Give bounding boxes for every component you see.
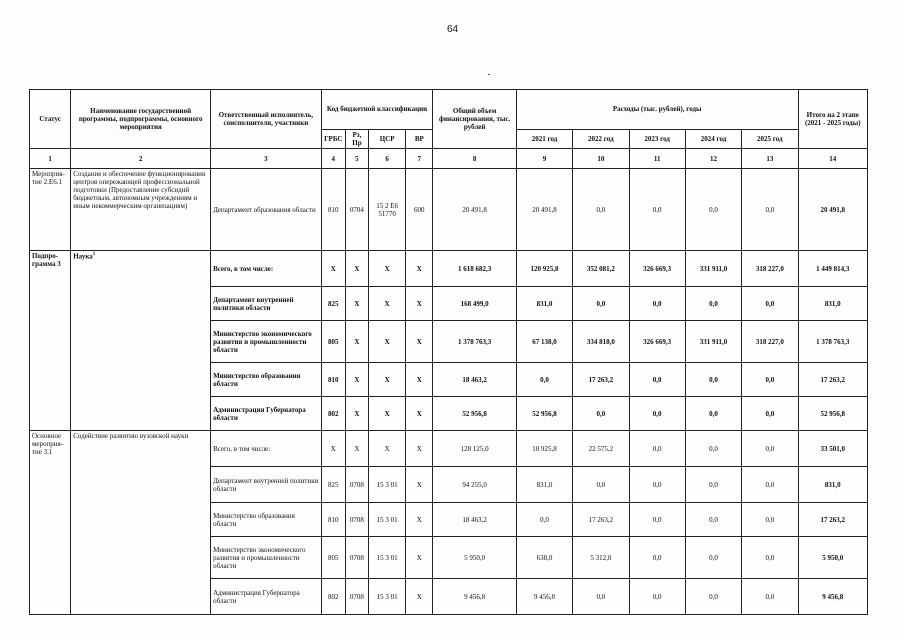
rz-pr-cell: 0708: [345, 503, 368, 537]
vr-cell: X: [406, 431, 433, 467]
grbs-cell: 825: [321, 467, 345, 503]
vr-cell: 600: [406, 169, 433, 251]
grbs-cell: 810: [321, 503, 345, 537]
column-number: 3: [211, 149, 322, 169]
csr-cell: X: [368, 363, 405, 397]
rz-pr-cell: X: [345, 397, 368, 431]
executor-cell: Администрация Губернатора области: [211, 579, 322, 615]
table-row: [30, 169, 868, 251]
column-number: 8: [433, 149, 516, 169]
y2025-cell: 318 227,0: [742, 321, 798, 363]
grbs-cell: 805: [321, 321, 345, 363]
y2022-cell: 0,0: [573, 467, 629, 503]
grbs-cell: 802: [321, 397, 345, 431]
total-cell: 94 255,0: [433, 467, 516, 503]
y2025-cell: 0,0: [742, 397, 798, 431]
y2021-cell: 52 956,8: [516, 397, 572, 431]
y2021-cell: 831,0: [516, 287, 572, 321]
y2025-cell: 318 227,0: [742, 251, 798, 287]
header-2022: 2022 год: [573, 130, 629, 149]
y2025-cell: 0,0: [742, 363, 798, 397]
header-total-stage2: Итого на 2 этапе (2021 - 2025 годы): [798, 90, 868, 149]
y2022-cell: 0,0: [573, 287, 629, 321]
grbs-cell: 802: [321, 579, 345, 615]
csr-cell: 15 3 01: [368, 503, 405, 537]
y2023-cell: 0,0: [629, 579, 685, 615]
column-number: 6: [368, 149, 405, 169]
grbs-cell: X: [321, 251, 345, 287]
y2021-cell: 20 491,8: [516, 169, 572, 251]
y2024-cell: 0,0: [685, 169, 741, 251]
rz-pr-cell: X: [345, 431, 368, 467]
csr-cell: 15 3 01: [368, 579, 405, 615]
column-number-row: [30, 149, 868, 169]
executor-cell: Администрация Губернатора области: [211, 397, 322, 431]
sum-cell: 5 950,0: [798, 537, 868, 579]
csr-cell: 15 3 01: [368, 537, 405, 579]
page-number: 64: [446, 24, 459, 35]
executor-cell: Департамент внутренней политики области: [211, 287, 322, 321]
rz-pr-cell: X: [345, 321, 368, 363]
grbs-cell: 810: [321, 363, 345, 397]
rz-pr-cell: X: [345, 251, 368, 287]
header-executor: Ответственный исполнитель, соисполнители, участники: [211, 90, 322, 149]
header-rz-pr: Рз, Пр: [345, 130, 368, 149]
column-number: 11: [629, 149, 685, 169]
rz-pr-cell: 0708: [345, 467, 368, 503]
y2025-cell: 0,0: [742, 537, 798, 579]
total-cell: 1 618 682,3: [433, 251, 516, 287]
header-status: Статус: [30, 90, 71, 149]
rz-pr-cell: 0708: [345, 537, 368, 579]
y2022-cell: 17 263,2: [573, 363, 629, 397]
executor-cell: Всего, в том числе:: [211, 431, 322, 467]
csr-cell: X: [368, 397, 405, 431]
header-row: [30, 90, 868, 130]
sum-cell: 1 449 814,3: [798, 251, 868, 287]
status-cell: Основное мероприя-тие 3.1: [30, 431, 71, 615]
y2021-cell: 9 456,8: [516, 579, 572, 615]
y2024-cell: 0,0: [685, 579, 741, 615]
executor-cell: Министерство экономического развития и промышленности области: [211, 321, 322, 363]
sum-cell: 20 491,8: [798, 169, 868, 251]
executor-cell: Департамент образования области: [211, 169, 322, 251]
sum-cell: 831,0: [798, 287, 868, 321]
y2023-cell: 326 669,3: [629, 321, 685, 363]
y2024-cell: 0,0: [685, 431, 741, 467]
vr-cell: X: [406, 467, 433, 503]
y2021-cell: 0,0: [516, 363, 572, 397]
sum-cell: 9 456,8: [798, 579, 868, 615]
csr-cell: X: [368, 287, 405, 321]
total-cell: 18 463,2: [433, 503, 516, 537]
y2022-cell: 334 818,0: [573, 321, 629, 363]
rz-pr-cell: 0704: [345, 169, 368, 251]
grbs-cell: 810: [321, 169, 345, 251]
y2022-cell: 5 312,0: [573, 537, 629, 579]
y2025-cell: 0,0: [742, 579, 798, 615]
y2024-cell: 0,0: [685, 363, 741, 397]
csr-cell: X: [368, 321, 405, 363]
header-2021: 2021 год: [516, 130, 572, 149]
y2023-cell: 0,0: [629, 397, 685, 431]
csr-cell: 15 2 Е6 51770: [368, 169, 405, 251]
y2023-cell: 0,0: [629, 467, 685, 503]
column-number: 1: [30, 149, 71, 169]
header-vr: ВР: [406, 130, 433, 149]
y2022-cell: 352 081,2: [573, 251, 629, 287]
grbs-cell: 805: [321, 537, 345, 579]
vr-cell: X: [406, 287, 433, 321]
y2025-cell: 0,0: [742, 169, 798, 251]
grbs-cell: X: [321, 431, 345, 467]
name-text: Наука: [73, 252, 93, 261]
total-cell: 18 463,2: [433, 363, 516, 397]
y2022-cell: 0,0: [573, 579, 629, 615]
column-number: 4: [321, 149, 345, 169]
vr-cell: X: [406, 363, 433, 397]
executor-cell: Министерство образования области: [211, 363, 322, 397]
executor-cell: Департамент внутренней политики области: [211, 467, 322, 503]
y2023-cell: 0,0: [629, 363, 685, 397]
sum-cell: 52 956,8: [798, 397, 868, 431]
y2022-cell: 17 263,2: [573, 503, 629, 537]
y2023-cell: 0,0: [629, 169, 685, 251]
column-number: 14: [798, 149, 868, 169]
total-cell: 1 378 763,3: [433, 321, 516, 363]
y2025-cell: 0,0: [742, 503, 798, 537]
y2024-cell: 0,0: [685, 397, 741, 431]
y2023-cell: 326 669,3: [629, 251, 685, 287]
footnote-marker: 1: [92, 252, 96, 258]
total-cell: 168 499,0: [433, 287, 516, 321]
y2024-cell: 0,0: [685, 287, 741, 321]
vr-cell: X: [406, 579, 433, 615]
y2021-cell: 67 138,0: [516, 321, 572, 363]
table-row: [30, 431, 868, 467]
budget-table: [29, 89, 868, 615]
y2025-cell: 0,0: [742, 287, 798, 321]
y2021-cell: 638,0: [516, 537, 572, 579]
y2024-cell: 0,0: [685, 503, 741, 537]
vr-cell: X: [406, 503, 433, 537]
rz-pr-cell: X: [345, 287, 368, 321]
name-cell: Содействие развитию вузовской науки: [71, 431, 211, 615]
rz-pr-cell: 0708: [345, 579, 368, 615]
header-2025: 2025 год: [742, 130, 798, 149]
grbs-cell: 825: [321, 287, 345, 321]
y2025-cell: 0,0: [742, 431, 798, 467]
sum-cell: 17 263,2: [798, 363, 868, 397]
sum-cell: 1 378 763,3: [798, 321, 868, 363]
csr-cell: X: [368, 251, 405, 287]
y2021-cell: 831,0: [516, 467, 572, 503]
sum-cell: 33 501,0: [798, 431, 868, 467]
y2024-cell: 0,0: [685, 537, 741, 579]
executor-cell: Министерство образования области: [211, 503, 322, 537]
vr-cell: X: [406, 537, 433, 579]
header-2023: 2023 год: [629, 130, 685, 149]
header-budget-code: Код бюджетной классификации: [321, 90, 433, 130]
y2021-cell: 10 925,8: [516, 431, 572, 467]
y2023-cell: 0,0: [629, 537, 685, 579]
y2023-cell: 0,0: [629, 431, 685, 467]
status-cell: Подпро-грамма 3: [30, 251, 71, 431]
scan-speck: [488, 74, 490, 75]
y2022-cell: 0,0: [573, 397, 629, 431]
executor-cell: Всего, в том числе:: [211, 251, 322, 287]
column-number: 2: [71, 149, 211, 169]
total-cell: 5 950,0: [433, 537, 516, 579]
total-cell: 20 491,8: [433, 169, 516, 251]
csr-cell: 15 3 01: [368, 467, 405, 503]
header-grbs: ГРБС: [321, 130, 345, 149]
column-number: 7: [406, 149, 433, 169]
table-row: [30, 251, 868, 287]
header-name: Наименование государственной программы, подпрограммы, основного мероприятия: [71, 90, 211, 149]
name-cell: [71, 251, 211, 431]
y2022-cell: 22 575,2: [573, 431, 629, 467]
column-number: 5: [345, 149, 368, 169]
column-number: 10: [573, 149, 629, 169]
y2022-cell: 0,0: [573, 169, 629, 251]
y2021-cell: 0,0: [516, 503, 572, 537]
y2021-cell: 120 925,8: [516, 251, 572, 287]
y2024-cell: 331 911,0: [685, 321, 741, 363]
name-cell: Создание и обеспечение функционирования центров опережающей профессиональной подготовки (Предоставление субсидий бюджетным, автономным учреждениям и иным некоммерческим организациям): [71, 169, 211, 251]
rz-pr-cell: X: [345, 363, 368, 397]
total-cell: 52 956,8: [433, 397, 516, 431]
y2024-cell: 331 911,0: [685, 251, 741, 287]
y2024-cell: 0,0: [685, 467, 741, 503]
column-number: 12: [685, 149, 741, 169]
status-cell: Мероприя-тие 2.Е6.1: [30, 169, 71, 251]
csr-cell: X: [368, 431, 405, 467]
total-cell: 9 456,8: [433, 579, 516, 615]
vr-cell: X: [406, 397, 433, 431]
vr-cell: X: [406, 321, 433, 363]
y2025-cell: 0,0: [742, 467, 798, 503]
header-expenses: Расходы (тыс. рублей), годы: [516, 90, 798, 130]
y2023-cell: 0,0: [629, 503, 685, 537]
total-cell: 128 125,0: [433, 431, 516, 467]
column-number: 9: [516, 149, 572, 169]
y2023-cell: 0,0: [629, 287, 685, 321]
header-2024: 2024 год: [685, 130, 741, 149]
sum-cell: 17 263,2: [798, 503, 868, 537]
executor-cell: Министерство экономического развития и промышленности области: [211, 537, 322, 579]
header-csr: ЦСР: [368, 130, 405, 149]
column-number: 13: [742, 149, 798, 169]
sum-cell: 831,0: [798, 467, 868, 503]
vr-cell: X: [406, 251, 433, 287]
header-total-volume: Общий объем финансирования, тыс. рублей: [433, 90, 516, 149]
